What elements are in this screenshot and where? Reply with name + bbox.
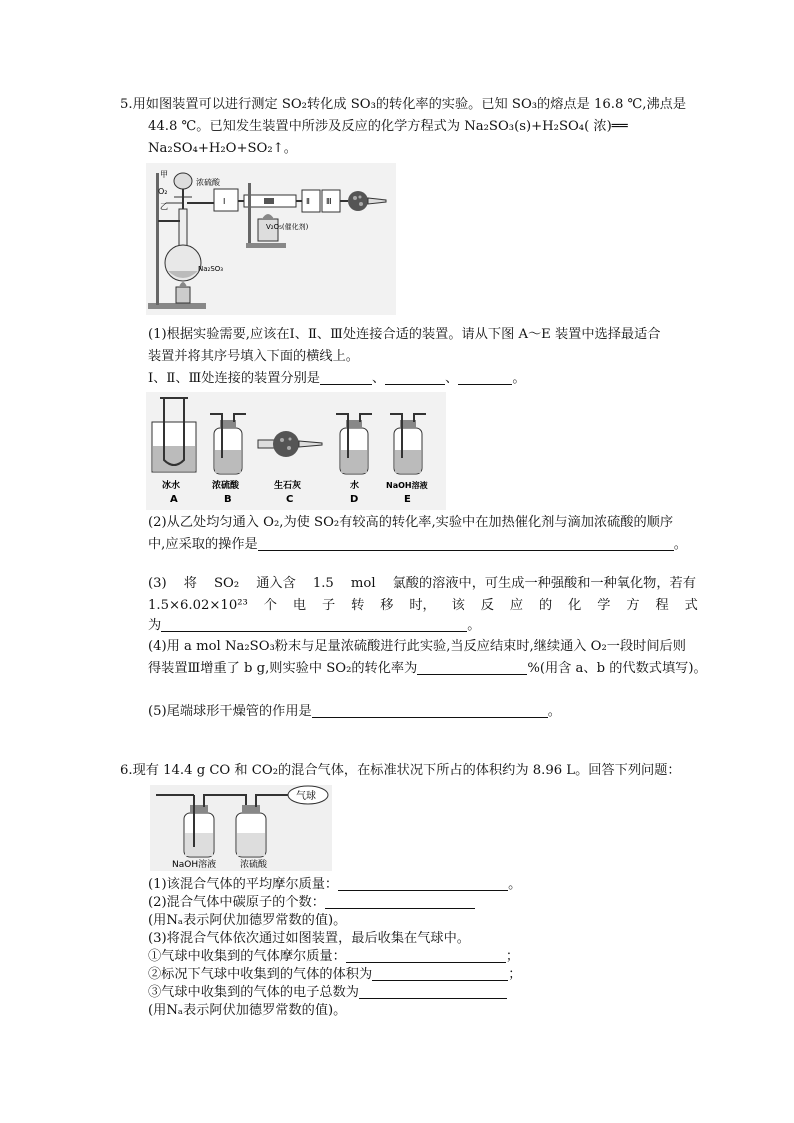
q6-s2: (2)混合气体中碳原子的个数： [148, 894, 475, 912]
answer-blank-p3[interactable] [161, 617, 467, 632]
options-a-e-figure [146, 392, 446, 510]
gas-washing-figure [150, 785, 332, 871]
answer-blank-q6-2[interactable] [325, 894, 475, 909]
q6-s2-note: (用Nₐ表示阿伏加德罗常数的值)。 [148, 913, 347, 928]
option-c-letter: C [286, 494, 294, 505]
q5-p4-line2: 得装置Ⅲ增重了 b g,则实验中 SO₂的转化率为 %(用含 a、b 的代数式填写)。 [148, 661, 707, 676]
answer-blank-q6-1[interactable] [338, 876, 508, 891]
q6-s3-2: ②标况下气球中收集到的气体的体积为 ； [148, 967, 522, 982]
option-e-name: NaOH溶液 [386, 481, 428, 490]
so2-apparatus-figure [146, 163, 396, 315]
bottle2-label: 浓硫酸 [240, 860, 268, 870]
q5-line1: 5.用如图装置可以进行测定 SO₂转化成 SO₃的转化率的实验。已知 SO₃的熔点是 16.8 ℃,沸点是 [120, 97, 687, 112]
q5-p5: (5)尾端球形干燥管的作用是 。 [148, 704, 561, 719]
q5-p1-line1: (1)根据实验需要,应该在Ⅰ、Ⅱ、Ⅲ处连接合适的装置。请从下图 A～E 装置中选择最适合 [148, 327, 661, 342]
q5-p1-line2: 装置并将其序号填入下面的横线上。 [148, 349, 359, 364]
option-a-name: 冰水 [162, 481, 181, 491]
q5-line3: Na₂SO₄+H₂O+SO₂↑。 [148, 141, 297, 156]
q6-line1: 6.现有 14.4 g CO 和 CO₂的混合气体，在标准状况下所占的体积约为 8.96 L。回答下列问题： [120, 763, 681, 778]
answer-blank-p5[interactable] [312, 703, 548, 718]
label-catalyst: V₂O₅(催化剂) [266, 223, 309, 231]
answer-blank-p4[interactable] [417, 660, 527, 675]
option-b-name: 浓硫酸 [212, 481, 240, 491]
option-d-name: 水 [350, 481, 360, 491]
answer-blank-I[interactable] [320, 370, 372, 385]
answer-blank-II[interactable] [385, 370, 445, 385]
label-yi: 乙 [160, 202, 168, 211]
label-jia: 甲 [160, 170, 168, 179]
balloon-label: 气球 [296, 791, 316, 802]
answer-blank-p2[interactable] [258, 536, 674, 551]
q6-s3-note: (用Nₐ表示阿伏加德罗常数的值)。 [148, 1003, 347, 1018]
answer-blank-III[interactable] [458, 370, 512, 385]
bottle1-label: NaOH溶液 [172, 860, 217, 870]
option-d-letter: D [350, 494, 359, 505]
q6-s3: (3)将混合气体依次通过如图装置，最后收集在气球中。 [148, 931, 470, 946]
q5-p3-line3: 为 。 [148, 618, 481, 633]
q5-p1-line3: Ⅰ、Ⅱ、Ⅲ处连接的装置分别是 、 、 。 [148, 371, 526, 386]
option-c-name: 生石灰 [274, 481, 302, 491]
q6-s3-3: ③气球中收集到的气体的电子总数为 [148, 984, 507, 1002]
label-ii: Ⅱ [306, 197, 310, 206]
q5-p2-line1: (2)从乙处均匀通入 O₂,为使 SO₂有较高的转化率,实验中在加热催化剂与滴加浓硫酸的顺序 [148, 515, 674, 530]
answer-blank-q6-3-1[interactable] [346, 948, 506, 963]
option-a-letter: A [170, 494, 178, 505]
label-i: Ⅰ [223, 197, 226, 206]
label-iii: Ⅲ [326, 197, 332, 206]
q5-p4-line1: (4)用 a mol Na₂SO₃粉末与足量浓硫酸进行此实验,当反应结束时,继续通入 O₂一段时间后则 [148, 639, 686, 654]
option-b-letter: B [224, 494, 232, 505]
q5-p3-line1: (3) 将 SO₂ 通入含 1.5 mol 氯酸的溶液中，可生成一种强酸和一种氧化物，若有 [148, 576, 696, 591]
label-na2so3: Na₂SO₃ [198, 265, 224, 273]
option-e-letter: E [404, 494, 411, 505]
q6-s3-1: ①气球中收集到的气体摩尔质量： ； [148, 949, 519, 964]
label-o2: O₂ [158, 187, 168, 196]
q6-s1: (1)该混合气体的平均摩尔质量： 。 [148, 877, 522, 892]
answer-blank-q6-3-2[interactable] [372, 966, 508, 981]
q5-p3-line2: 1.5×6.02×10²³ 个 电 子 转 移 时， 该 反 应 的 化 学 方 程 式 [148, 598, 698, 613]
q5-line2: 44.8 ℃。已知发生装置中所涉及反应的化学方程式为 Na₂SO₃(s)+H₂SO₄( 浓)══ [148, 119, 628, 134]
answer-blank-q6-3-3[interactable] [359, 984, 507, 999]
label-acid: 浓硫酸 [196, 178, 220, 187]
q5-p2-line2: 中,应采取的操作是 。 [148, 537, 687, 552]
